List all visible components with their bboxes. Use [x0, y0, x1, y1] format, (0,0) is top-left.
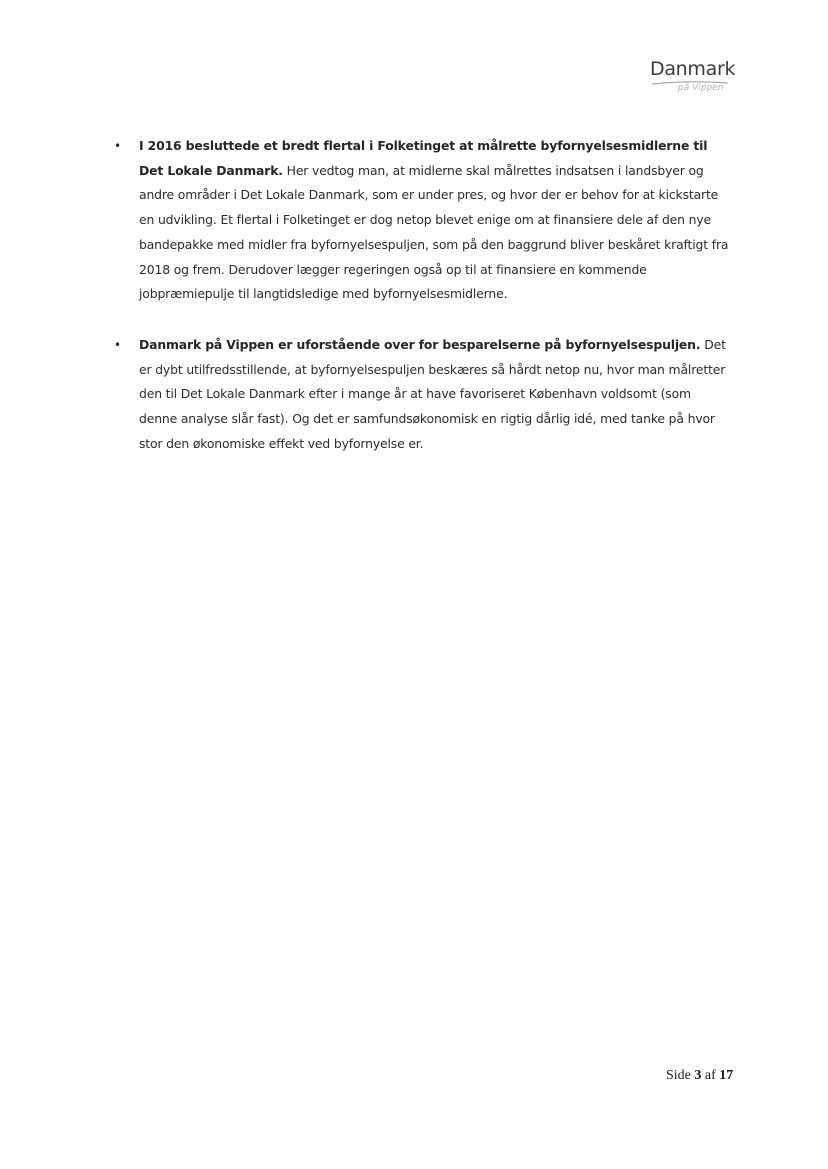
header-logo [640, 58, 740, 102]
logo-subtitle: på Vippen [678, 83, 724, 93]
page-current: 3 [694, 1068, 702, 1083]
page-side-label: Side [666, 1068, 691, 1083]
paragraph-lead: I 2016 besluttede et bredt flertal i Folketinget at målrette byfornyelsesmidlerne til Det Lokale Danmark. [139, 138, 708, 178]
bullet-paragraph-1 [114, 134, 730, 307]
bullet-icon: • [114, 139, 121, 153]
paragraph-body: Det er dybt utilfredsstillende, at byfornyelsespuljen beskæres så hårdt netop nu, hvor man målretter den til Det Lokale Danmark efter i mange år at have favoriseret København voldsomt (som denne analyse slår fast). Og det er samfundsøkonomisk en rigtig dårlig idé, med tanke på hvor stor den økonomiske effekt ved byfornyelse er. [139, 336, 726, 451]
page-number [666, 1068, 733, 1084]
paragraph-body: Her vedtog man, at midlerne skal målrettes indsatsen i landsbyer og andre områder i Det Lokale Danmark, som er under pres, og hvor der er behov for at kickstarte en udvikling. Et flertal i Folketinget er dog netop blevet enige om at finansiere dele af den nye bandepakke med midler fra byfornyelsespuljen, som på den baggrund bliver beskåret kraftigt fra 2018 og frem. Derudover lægger regeringen også op til at finansiere en kommende jobpræmiepulje til langtidsledige med byfornyelsesmidlerne. [139, 162, 729, 302]
logo-wordmark: Danmark [650, 58, 736, 80]
document-body [114, 134, 730, 482]
page-of-label: af [704, 1068, 716, 1083]
bullet-icon: • [114, 337, 121, 352]
page-total: 17 [719, 1068, 734, 1083]
paragraph-lead: Danmark på Vippen er uforstående over for besparelserne på byfornyelsespuljen. [139, 336, 701, 352]
bullet-paragraph-2 [114, 333, 730, 457]
